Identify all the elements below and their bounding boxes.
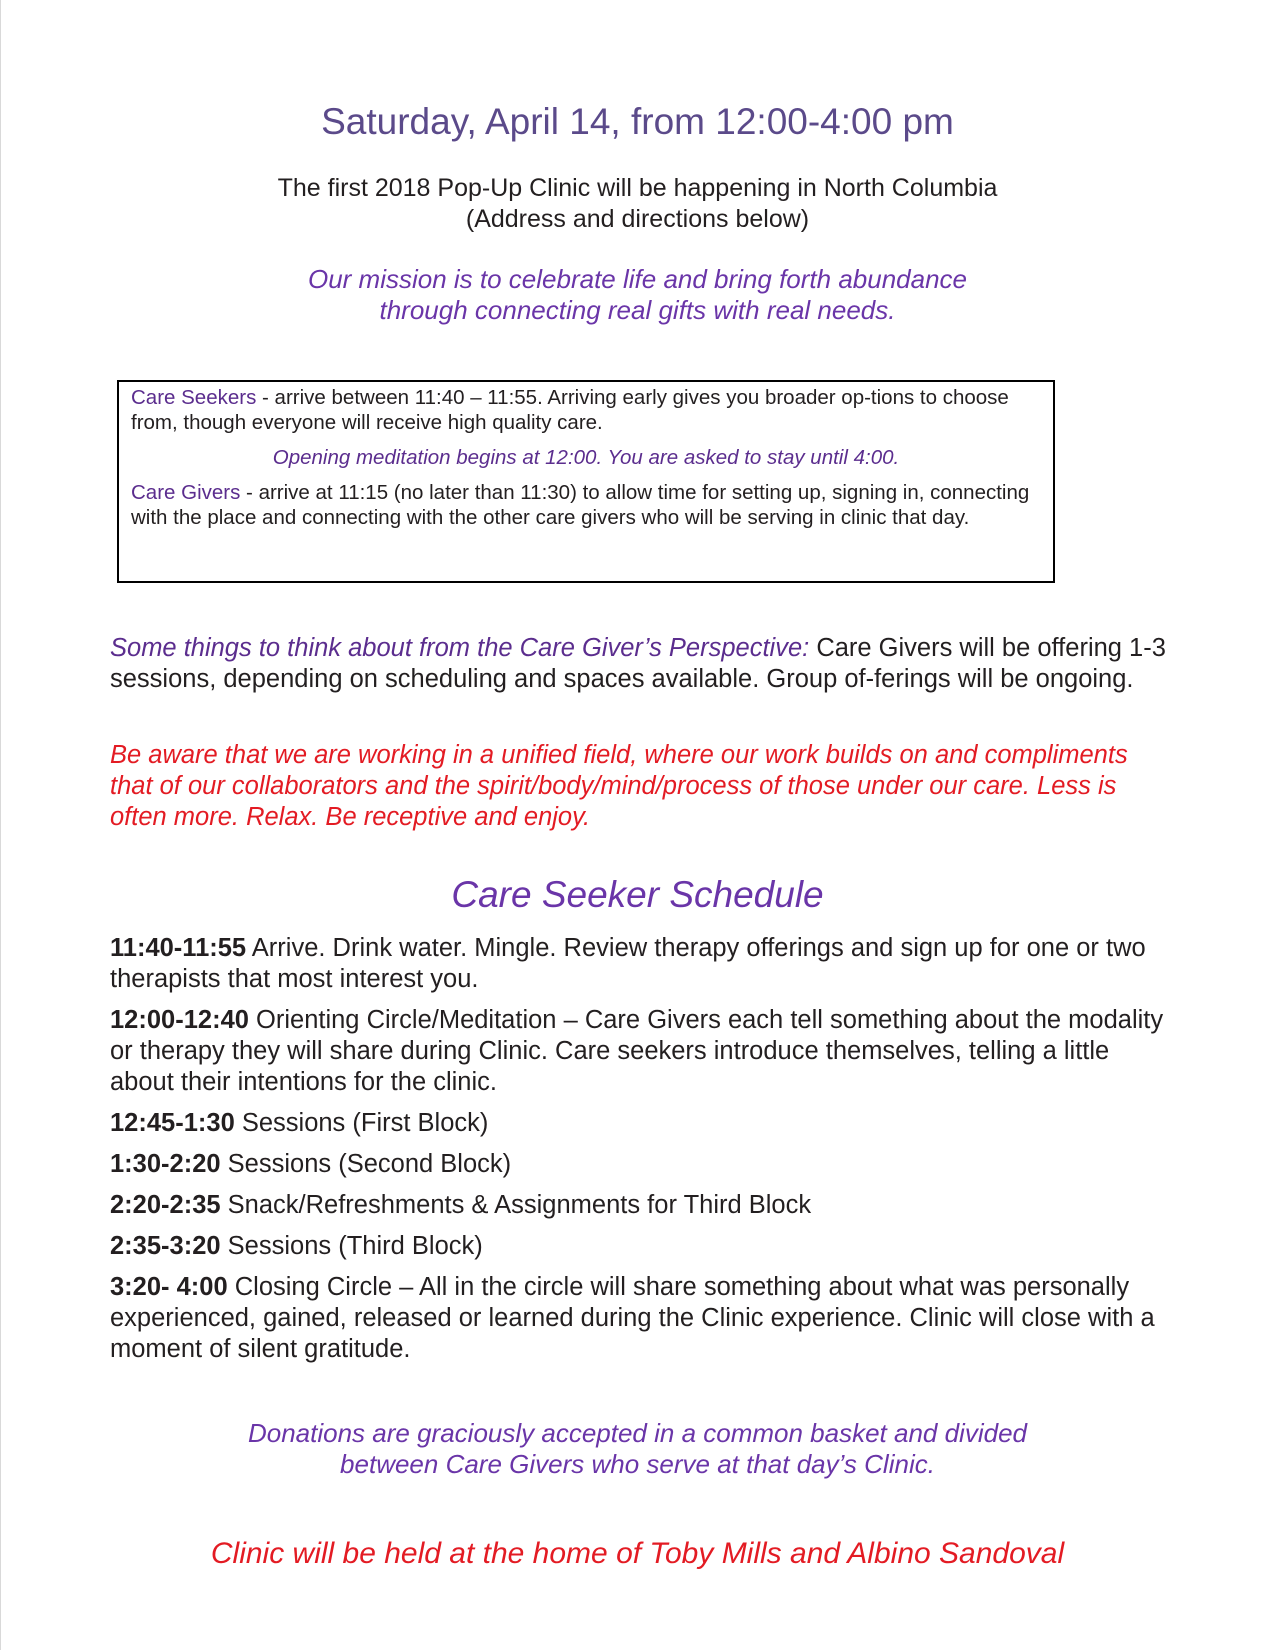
schedule-item (110, 1190, 1170, 1221)
schedule-item (110, 1272, 1170, 1365)
perspective-lead: Some things to think about from the Care Giver’s Perspective: (110, 634, 810, 662)
schedule-title: Care Seeker Schedule (451, 874, 824, 915)
care-seekers-info (131, 385, 1041, 435)
schedule-item (110, 1005, 1170, 1098)
mission-statement (0, 264, 1275, 326)
schedule-item (110, 933, 1170, 995)
care-givers-info (131, 480, 1041, 530)
care-giver-perspective (110, 633, 1170, 695)
donations-line-1: Donations are graciously accepted in a common basket and divided (247, 1418, 1027, 1448)
care-givers-label: Care Givers (131, 481, 241, 504)
schedule-text: Sessions (Third Block) (220, 1232, 483, 1260)
unified-field-note: Be aware that we are working in a unified field, where our work builds on and compliments that of our collaborators and the spirit/body/mind/process of those under our care. Less is often more. Relax. Be receptive and enjoy. (110, 741, 1128, 831)
page-edge (0, 0, 1, 1650)
schedule-item (110, 1149, 1170, 1180)
schedule-text: Snack/Refreshments & Assignments for Third Block (220, 1191, 812, 1219)
schedule-time: 12:45-1:30 (110, 1109, 235, 1137)
mission-line-2: through connecting real gifts with real needs. (379, 295, 896, 325)
perspective-text: Care Givers will be offering 1-3 sessions, depending on scheduling and spaces available. Group of-ferings will be ongoing. (110, 634, 1166, 693)
mission-line-1: Our mission is to celebrate life and bring forth abundance (307, 264, 968, 294)
donations-line-2: between Care Givers who serve at that day’s Clinic. (340, 1449, 935, 1479)
schedule-time: 1:30-2:20 (110, 1150, 221, 1178)
care-givers-text: - arrive at 11:15 (no later than 11:30) to allow time for setting up, signing in, connecting with the place and connecting with the other care givers who will be serving in clinic that day. (131, 481, 1030, 529)
schedule-time: 11:40-11:55 (110, 934, 247, 962)
meditation-note: Opening meditation begins at 12:00. You are asked to stay until 4:00. (272, 446, 900, 469)
intro-line-2: (Address and directions below) (465, 205, 810, 233)
schedule-time: 12:00-12:40 (110, 1006, 249, 1034)
arrival-info-box (117, 380, 1055, 583)
schedule-list (110, 933, 1170, 1375)
intro-text (0, 173, 1275, 235)
care-seekers-label: Care Seekers (131, 386, 257, 409)
schedule-time: 2:35-3:20 (110, 1232, 221, 1260)
intro-line-1: The first 2018 Pop-Up Clinic will be happening in North Columbia (277, 174, 998, 202)
care-seekers-text: - arrive between 11:40 – 11:55. Arriving early gives you broader op-tions to choose from, though everyone will receive high quality care. (131, 386, 1009, 434)
schedule-item (110, 1108, 1170, 1139)
schedule-text: Sessions (First Block) (234, 1109, 489, 1137)
schedule-text: Arrive. Drink water. Mingle. Review therapy offerings and sign up for one or two therapists that most interest you. (110, 934, 1146, 993)
schedule-time: 3:20- 4:00 (110, 1273, 228, 1301)
schedule-time: 2:20-2:35 (110, 1191, 221, 1219)
page-title: Saturday, April 14, from 12:00-4:00 pm (321, 101, 954, 142)
schedule-item (110, 1231, 1170, 1262)
schedule-text: Orienting Circle/Meditation – Care Givers each tell something about the modality or therapy they will share during Clinic. Care seekers introduce themselves, telling a little about their intentions for the clinic. (110, 1006, 1164, 1096)
clinic-location: Clinic will be held at the home of Toby Mills and Albino Sandoval (210, 1537, 1065, 1570)
schedule-text: Sessions (Second Block) (220, 1150, 512, 1178)
donations-note (0, 1418, 1275, 1480)
schedule-text: Closing Circle – All in the circle will share something about what was personally experienced, gained, released or learned during the Clinic experience. Clinic will close with a moment of silent gratitude. (110, 1273, 1155, 1363)
